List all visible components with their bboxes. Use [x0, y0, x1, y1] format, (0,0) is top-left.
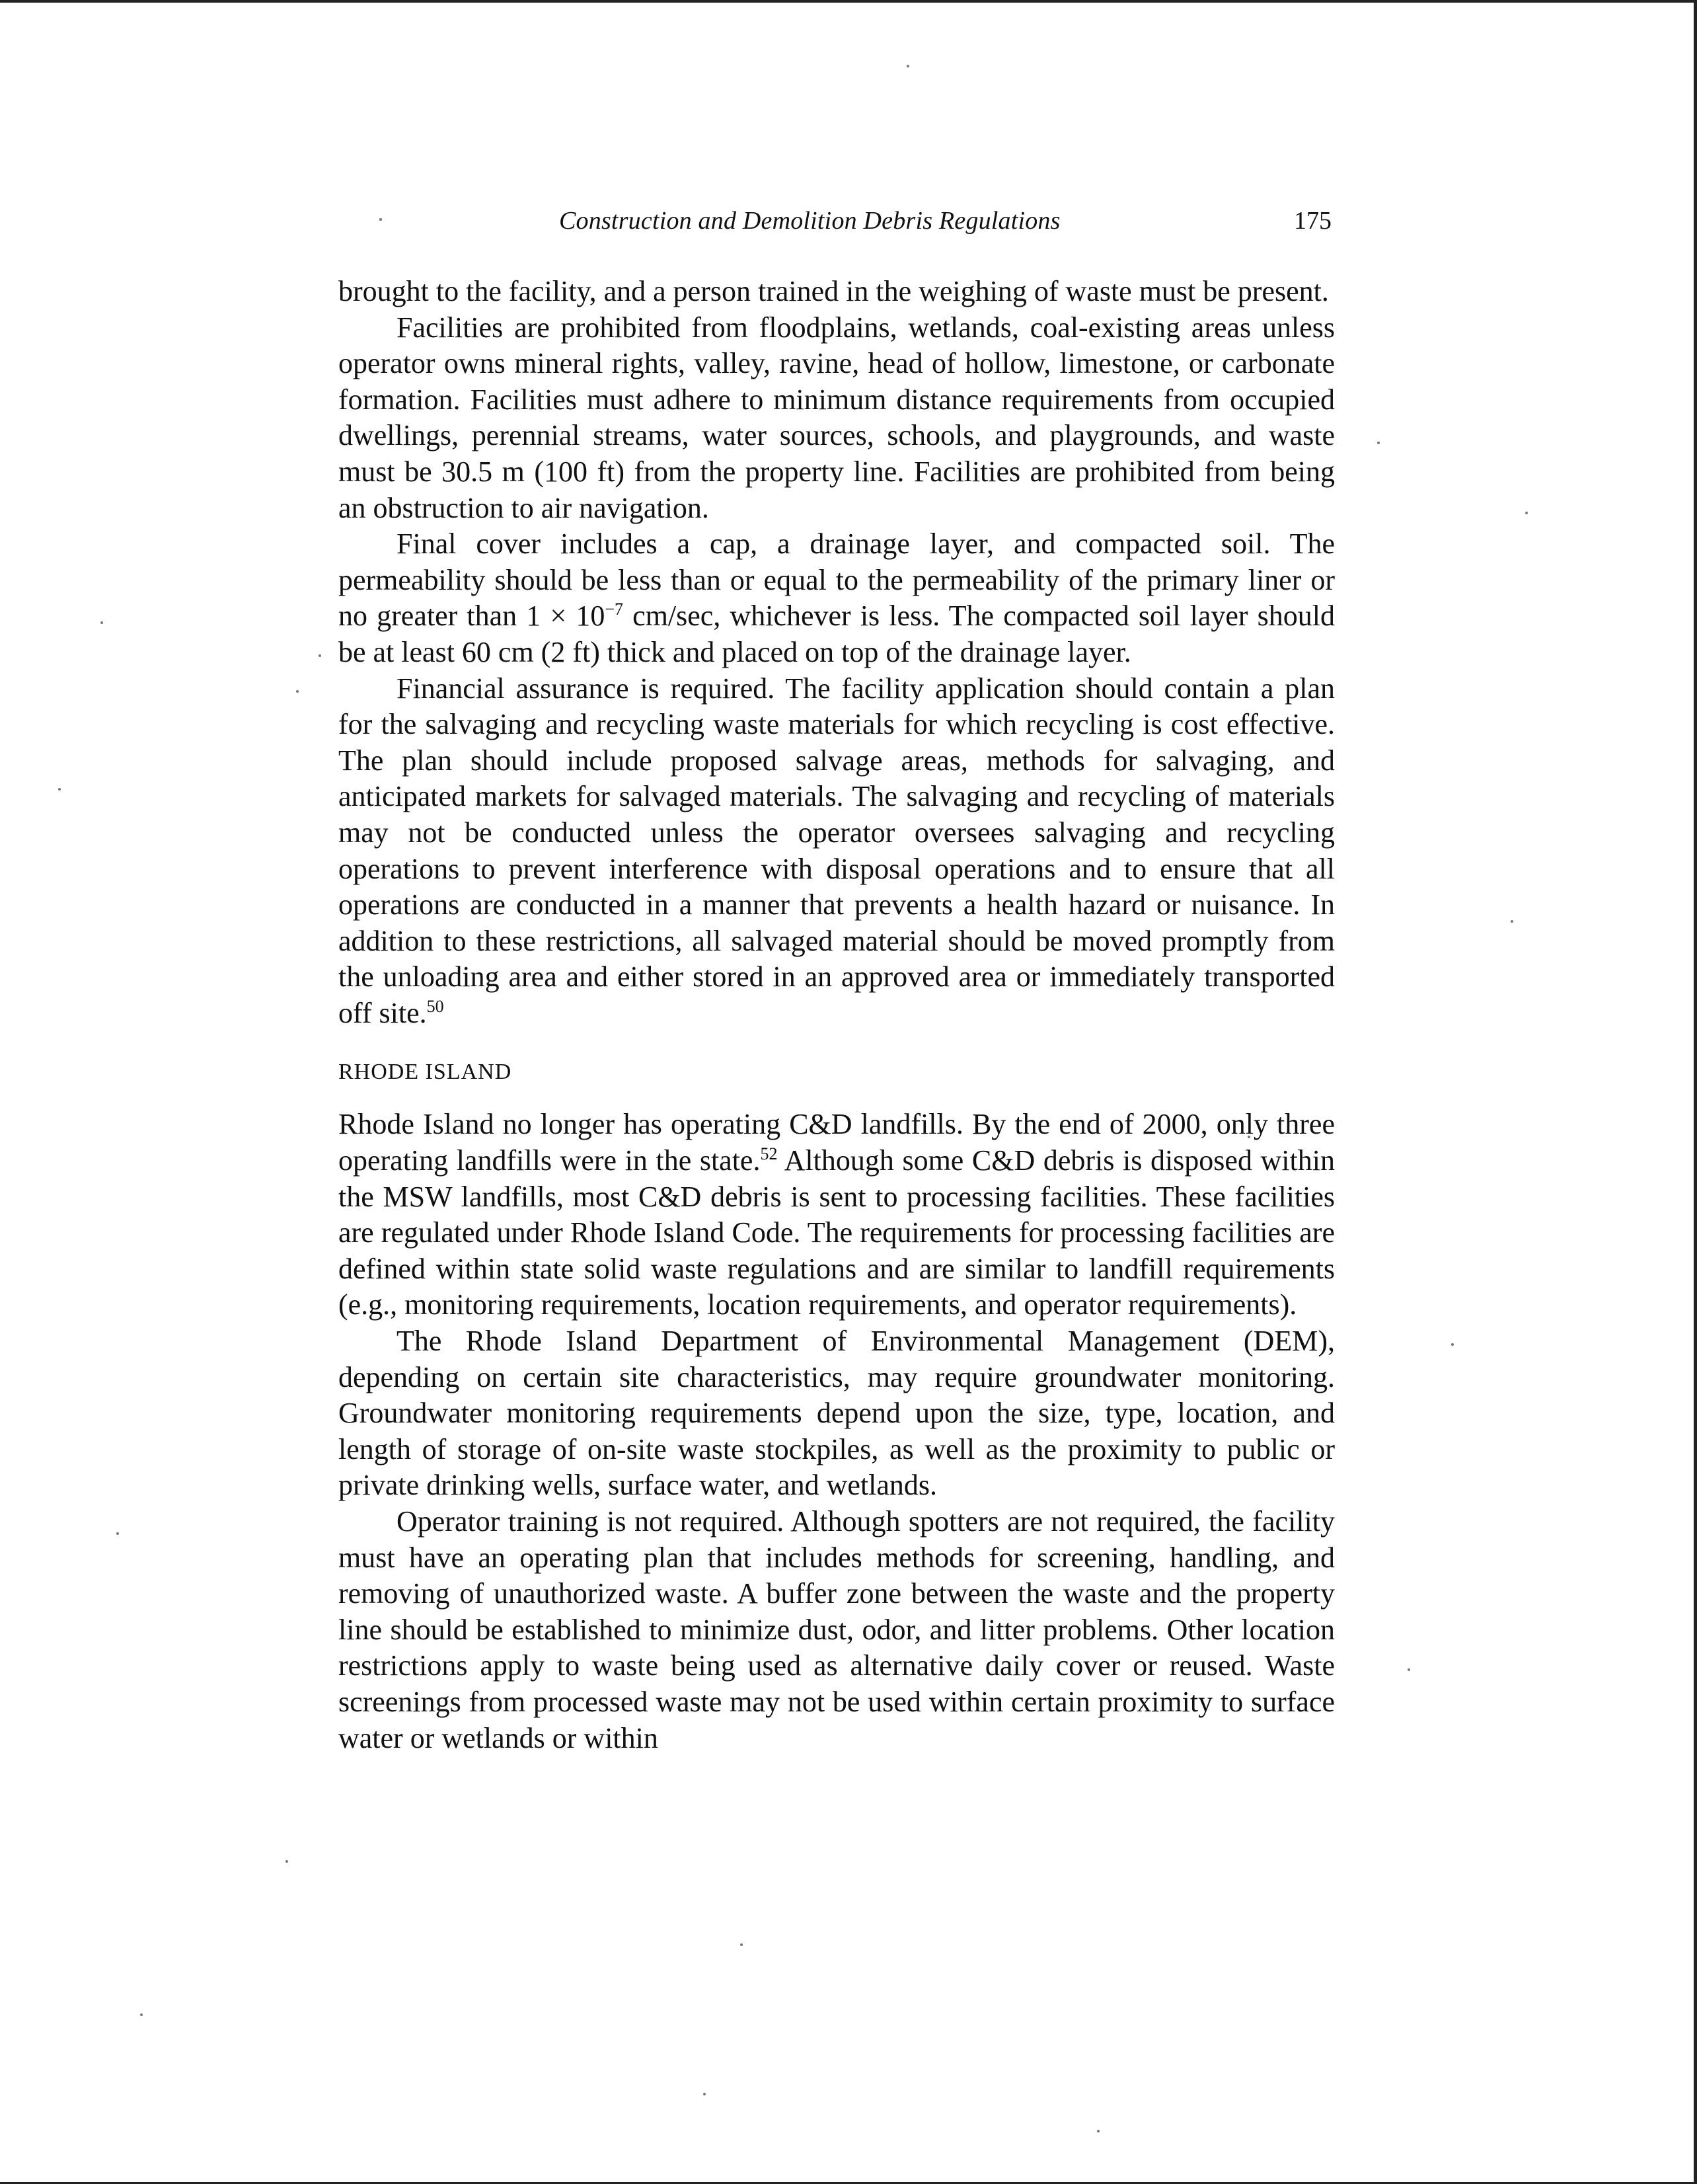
- body-text: [338, 274, 1335, 1756]
- scan-speck: [740, 1943, 743, 1946]
- paragraph: Operator training is not required. Although spotters are not required, the facility must have an operating plan that includes methods for screening, handling, and removing of unauthorized waste. A buffer zone between the waste and the property line should be established to minimize dust, odor, and litter problems. Other location restrictions apply to waste being used as alternative daily cover or reused. Waste screenings from processed waste may not be used within certain proximity to surface water or wetlands or within: [338, 1505, 1335, 1754]
- scan-speck: [1408, 1668, 1410, 1671]
- scan-border-right: [1694, 0, 1697, 2184]
- scan-speck: [140, 2013, 143, 2016]
- scan-speck: [100, 621, 103, 624]
- paragraph-text: Financial assurance is required. The facility application should contain a plan for the salvaging and recycling waste materials for which recycling is cost effective. The plan should include proposed salvage areas, methods for salvaging, and anticipated markets for salvaged materials. The salvaging and recycling of materials may not be conducted unless the operator oversees salvaging and recycling operations to prevent interference with disposal operations and to ensure that all operations are conducted in a manner that prevents a health hazard or nuisance. In addition to these restrictions, all salvaged material should be moved promptly from the unloading area and either stored in an approved area or immediately transported off site.: [338, 672, 1335, 1029]
- scan-speck: [58, 788, 61, 791]
- scan-speck: [1451, 1343, 1454, 1346]
- scan-speck: [116, 1532, 119, 1535]
- page-number: 175: [1294, 207, 1332, 235]
- scan-speck: [285, 1860, 288, 1863]
- scan-speck: [319, 654, 321, 657]
- section-heading: RHODE ISLAND: [338, 1060, 512, 1085]
- scan-speck: [703, 2093, 706, 2095]
- exponent: −7: [605, 600, 624, 619]
- paragraph-text: Although some C&D debris is disposed within the MSW landfills, most C&D debris is sent to processing facilities. These facilities are regulated under Rhode Island Code. The requirements for processing facilities are defined within state solid waste regulations and are similar to landfill requirements (e.g., monitoring requirements, location requirements, and operator requirements).: [338, 1144, 1335, 1321]
- paragraph: [338, 1107, 1335, 1323]
- running-head-title: Construction and Demolition Debris Regulations: [559, 207, 1061, 235]
- scan-speck: [907, 65, 909, 67]
- scan-speck: [296, 690, 299, 693]
- paragraph: brought to the facility, and a person trained in the weighing of waste must be present.: [338, 275, 1329, 307]
- paragraph-text: Final cover includes a cap, a drainage layer, and compacted soil. The permeability should be less than or equal to the permeability of the primary liner or no greater than 1 × 10: [338, 527, 1335, 633]
- paragraph-text: Rhode Island no longer has operating C&D landfills. By the end of 2000, only three operating landfills were in the state.: [338, 1108, 1335, 1177]
- paragraph: The Rhode Island Department of Environmental Management (DEM), depending on certain site characteristics, may require groundwater monitoring. Groundwater monitoring requirements depend upon the size, type, location, and length of storage of on-site waste stockpiles, as well as the proximity to public or private drinking wells, surface water, and wetlands.: [338, 1325, 1335, 1502]
- scan-speck: [1097, 2130, 1100, 2132]
- paragraph: [338, 526, 1335, 670]
- paragraph: Facilities are prohibited from floodplains, wetlands, coal-existing areas unless operator owns mineral rights, valley, ravine, head of hollow, limestone, or carbonate formation. Facilities must adhere to minimum distance requirements from occupied dwellings, perennial streams, water sources, schools, and playgrounds, and waste must be 30.5 m (100 ft) from the property line. Facilities are prohibited from being an obstruction to air navigation.: [338, 311, 1335, 524]
- scan-speck: [1377, 442, 1380, 444]
- scan-border-top: [0, 0, 1697, 3]
- paragraph-text: cm/sec, whichever is less. The compacted soil layer should be at least 60 cm (2 ft) thick and placed on top of the drainage layer.: [338, 600, 1336, 668]
- footnote-ref: 50: [426, 996, 444, 1016]
- scan-speck: [1525, 512, 1528, 514]
- paragraph: [338, 671, 1335, 1032]
- footnote-ref: 52: [760, 1144, 778, 1164]
- scan-speck: [379, 218, 382, 221]
- scan-speck: [1511, 920, 1513, 923]
